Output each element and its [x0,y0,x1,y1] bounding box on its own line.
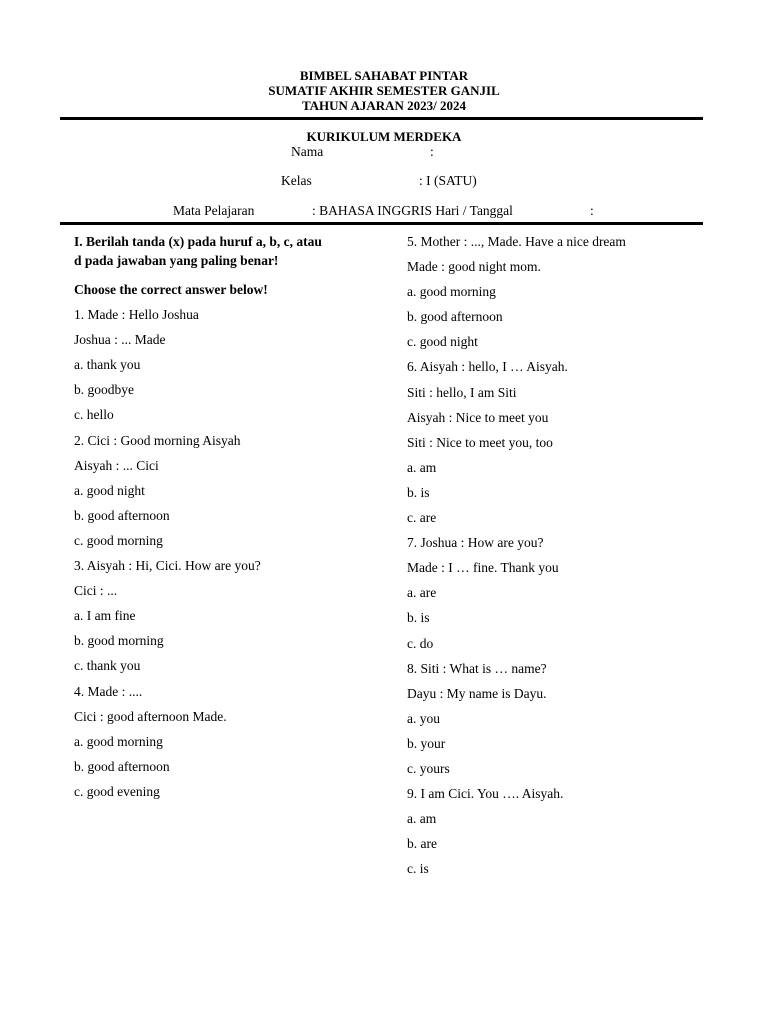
answer-option: c. good evening [74,783,160,799]
question-line: 2. Cici : Good morning Aisyah [74,432,241,448]
answer-option: c. thank you [74,658,141,674]
question-line: Aisyah : Nice to meet you [407,409,549,425]
answer-option: c. are [407,510,437,526]
tanggal-colon: : [590,203,594,218]
answer-option: c. hello [74,407,114,423]
question-line: 4. Made : .... [74,683,143,699]
question-line: Cici : ... [74,583,118,599]
subtitle: Choose the correct answer below! [74,282,268,297]
answer-option: a. good night [74,482,145,498]
instruction [74,232,322,270]
answer-option: b. are [407,836,437,852]
answer-option: b. good afternoon [407,309,503,325]
question-line: 3. Aisyah : Hi, Cici. How are you? [74,558,261,574]
exam-title: SUMATIF AKHIR SEMESTER GANJIL [268,83,500,98]
answer-option: b. good morning [74,633,164,649]
right-column [407,232,626,884]
nama-colon: : [430,144,434,159]
question-line: 9. I am Cici. You …. Aisyah. [407,786,564,802]
answer-option: b. is [407,610,430,626]
answer-option: c. good night [407,334,478,350]
question-line: Siti : Nice to meet you, too [407,434,553,450]
question-line: Aisyah : ... Cici [74,457,159,473]
nama-label: Nama [291,144,324,159]
answer-option: a. I am fine [74,608,136,624]
question-line: 1. Made : Hello Joshua [74,307,199,323]
instruction-line: I. Berilah tanda (x) pada huruf a, b, c, atau [74,234,322,249]
left-column [74,232,322,807]
answer-option: c. is [407,861,429,877]
mapel-label: Mata Pelajaran [173,203,255,218]
meta-divider [60,222,703,225]
answer-option: a. good morning [74,733,163,749]
question-line: Cici : good afternoon Made. [74,708,227,724]
question-line: 7. Joshua : How are you? [407,535,544,551]
question-line: Made : good night mom. [407,259,541,275]
question-line: Made : I … fine. Thank you [407,560,559,576]
school-name: BIMBEL SAHABAT PINTAR [299,68,469,83]
question-line: 8. Siti : What is … name? [407,660,547,676]
question-line: Dayu : My name is Dayu. [407,685,547,701]
question-line: Joshua : ... Made [74,332,166,348]
answer-option: a. you [407,710,440,726]
question-line: 5. Mother : ..., Made. Have a nice dream [407,234,626,249]
answer-option: a. am [407,811,437,827]
question-line: 6. Aisyah : hello, I … Aisyah. [407,359,568,375]
header-divider [60,117,703,120]
kelas-value: : I (SATU) [419,173,477,188]
answer-option: b. is [407,484,430,500]
answer-option: b. your [407,735,446,751]
answer-option: c. good morning [74,532,163,548]
answer-option: a. thank you [74,357,141,373]
mapel-value: : BAHASA INGGRIS Hari / Tanggal [312,203,513,218]
answer-option: a. am [407,459,437,475]
answer-option: a. are [407,585,437,601]
curriculum-title: KURIKULUM MERDEKA [306,129,462,144]
answer-option: c. yours [407,760,450,776]
academic-year: TAHUN AJARAN 2023/ 2024 [301,98,467,113]
answer-option: b. good afternoon [74,758,170,774]
answer-option: b. goodbye [74,382,134,398]
instruction-line: d pada jawaban yang paling benar! [74,253,279,268]
answer-option: a. good morning [407,284,496,300]
kelas-label: Kelas [281,173,312,188]
question-line: Siti : hello, I am Siti [407,384,517,400]
answer-option: b. good afternoon [74,507,170,523]
answer-option: c. do [407,635,434,651]
